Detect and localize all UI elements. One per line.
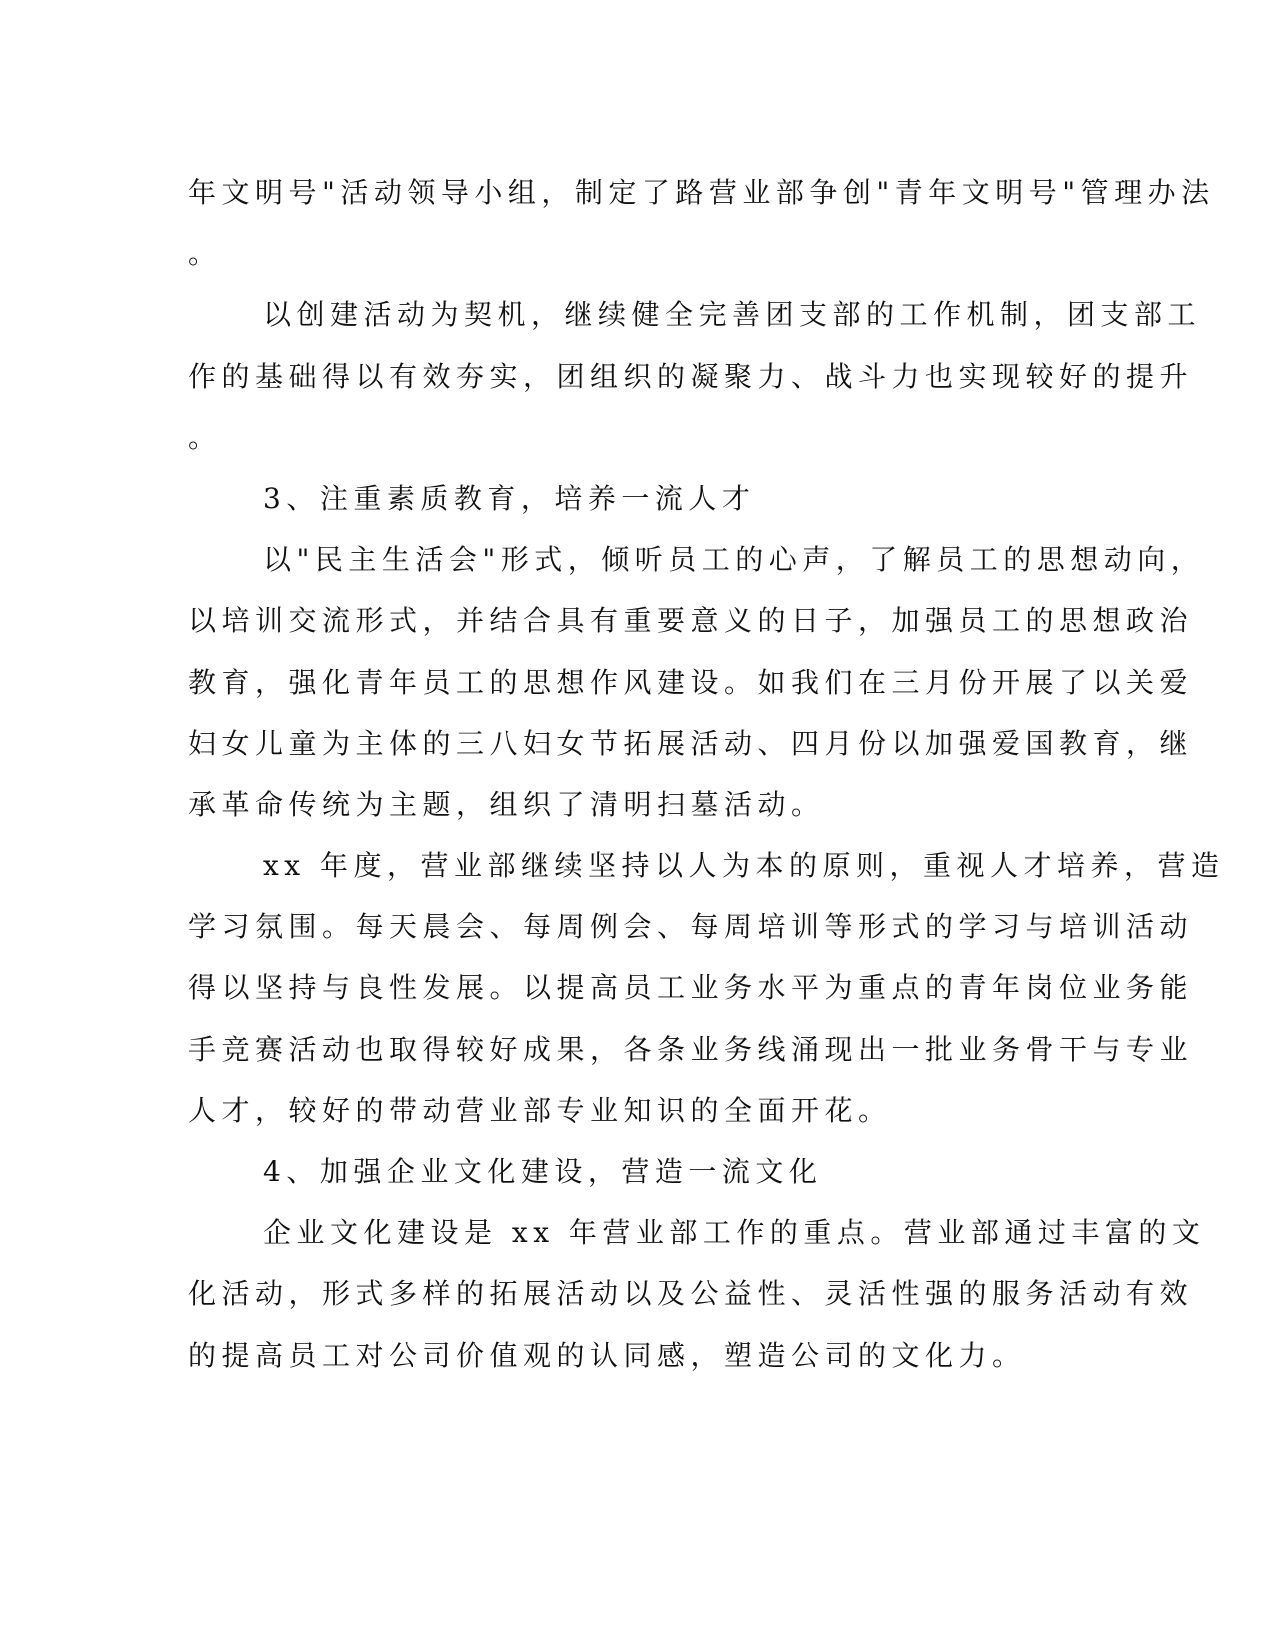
text-line: 教育，强化青年员工的思想作风建设。如我们在三月份开展了以关爱 bbox=[188, 665, 1194, 699]
paragraph-start-line: 以"民主生活会"形式，倾听员工的心声，了解员工的思想动向， bbox=[263, 543, 1205, 577]
section-heading: 4、加强企业文化建设，营造一流文化 bbox=[263, 1155, 823, 1188]
text-line: 学习氛围。每天晨会、每周例会、每周培训等形式的学习与培训活动 bbox=[188, 910, 1194, 944]
text-line: 的提高员工对公司价值观的认同感，塑造公司的文化力。 bbox=[188, 1338, 1026, 1372]
text-line: 。 bbox=[188, 237, 217, 271]
text-line: 得以坚持与良性发展。以提高员工业务水平为重点的青年岗位业务能 bbox=[188, 971, 1194, 1005]
document-body bbox=[188, 162, 1225, 1386]
paragraph-start-line: 以创建活动为契机，继续健全完善团支部的工作机制，团支部工 bbox=[263, 298, 1202, 332]
paragraph-start-line: 企业文化建设是 xx 年营业部工作的重点。营业部通过丰富的文 bbox=[263, 1216, 1206, 1250]
text-line: 作的基础得以有效夯实，团组织的凝聚力、战斗力也实现较好的提升 bbox=[188, 359, 1194, 393]
text-line: 承革命传统为主题，组织了清明扫墓活动。 bbox=[188, 787, 825, 821]
text-line: 妇女儿童为主体的三八妇女节拓展活动、四月份以加强爱国教育，继 bbox=[188, 726, 1194, 760]
text-line: 手竞赛活动也取得较好成果，各条业务线涌现出一批业务骨干与专业 bbox=[188, 1032, 1194, 1066]
text-line: 化活动，形式多样的拓展活动以及公益性、灵活性强的服务活动有效 bbox=[188, 1277, 1194, 1311]
section-heading: 3、注重素质教育，培养一流人才 bbox=[263, 481, 756, 515]
text-line: 人才，较好的带动营业部专业知识的全面开花。 bbox=[188, 1093, 892, 1127]
text-line: 以培训交流形式，并结合具有重要意义的日子，加强员工的思想政治 bbox=[188, 604, 1194, 638]
text-line: 年文明号"活动领导小组，制定了路营业部争创"青年文明号"管理办法 bbox=[188, 176, 1215, 209]
paragraph-start-line: xx 年度，营业部继续坚持以人为本的原则，重视人才培养，营造 bbox=[263, 849, 1225, 883]
text-line: 。 bbox=[188, 420, 217, 454]
